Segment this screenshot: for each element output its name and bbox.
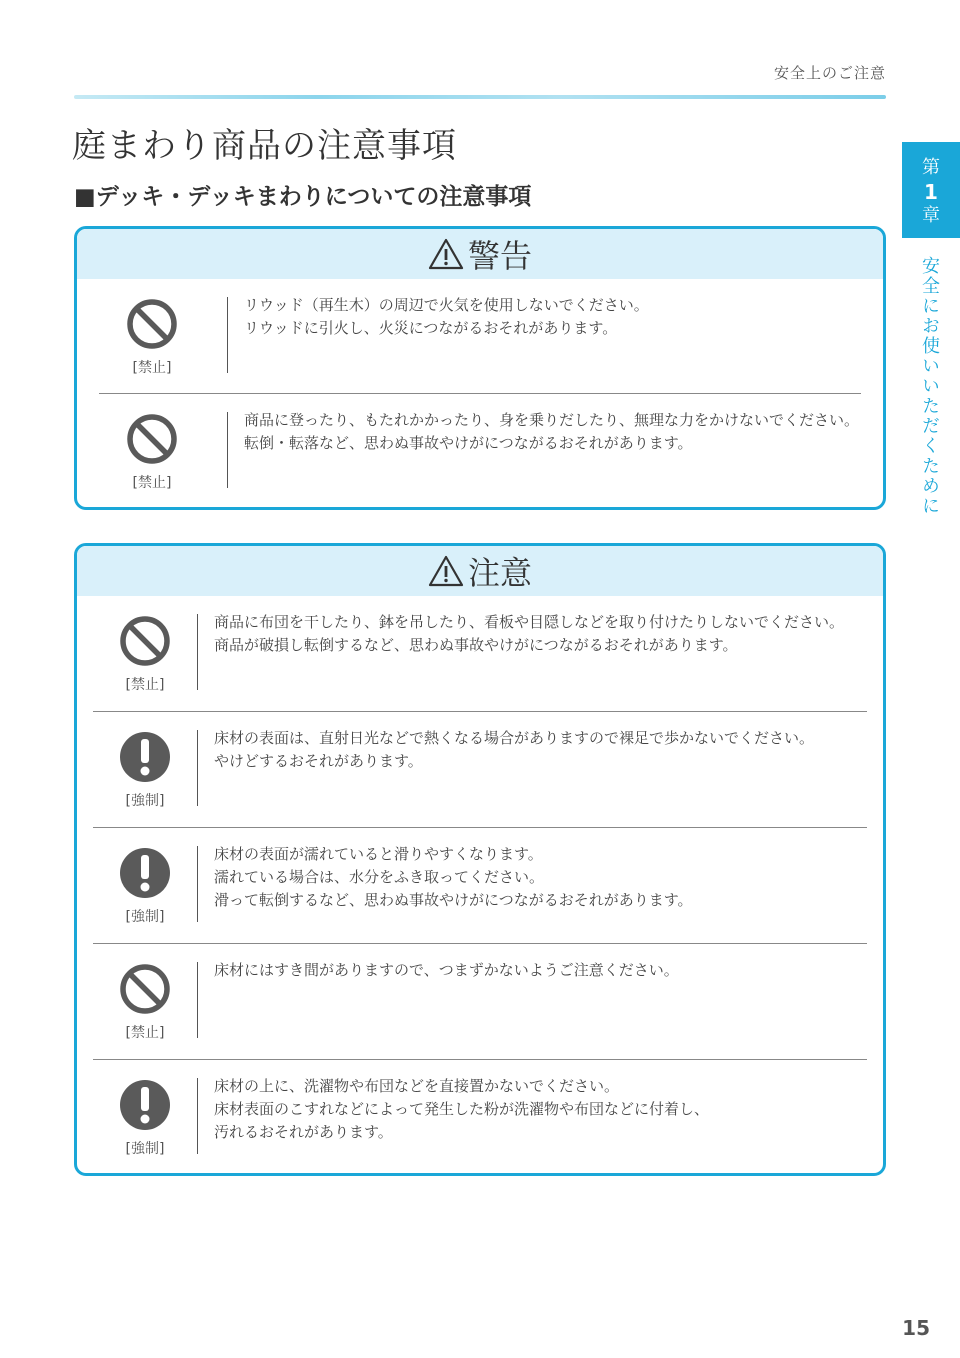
running-header: 安全上のご注意 (773, 64, 886, 82)
text-line: 転倒・転落など、思わぬ事故やけがにつながるおそれがあります。 (244, 434, 693, 452)
prohibition-icon (118, 614, 172, 668)
text-line: 床材の上に、洗濯物や布団などを直接置かないでください。 (214, 1077, 620, 1095)
page-number: 15 (902, 1316, 930, 1340)
text-line: 商品が破損し転倒するなど、思わぬ事故やけがにつながるおそれがあります。 (214, 636, 738, 654)
page-title: 庭まわり商品の注意事項 (72, 126, 457, 166)
divider (93, 943, 867, 944)
prohibition-icon (125, 297, 179, 351)
text-line: 濡れている場合は、水分をふき取ってください。 (214, 868, 545, 886)
text-line: 床材の表面が濡れていると滑りやすくなります。 (214, 845, 543, 863)
caution-box-header (77, 546, 883, 596)
warning-triangle-icon (428, 555, 464, 587)
text-line: リウッド（再生木）の周辺で火気を使用しないでください。 (244, 296, 649, 314)
warning-item-1 (77, 297, 883, 377)
divider (99, 393, 861, 394)
caution-item-2-text (198, 727, 814, 810)
caution-item-4-text (198, 959, 679, 1042)
symbol-label: [禁止] (125, 677, 165, 693)
chapter-tab-line3: 章 (922, 205, 940, 226)
divider (93, 711, 867, 712)
chapter-tab-number: 1 (924, 180, 938, 204)
mandatory-icon (118, 846, 172, 900)
caution-item-3 (77, 846, 883, 926)
warning-item-2 (77, 412, 883, 492)
warning-box (74, 226, 886, 510)
divider (93, 1059, 867, 1060)
warning-box-title: 警告 (467, 237, 532, 275)
mandatory-icon (118, 1078, 172, 1132)
symbol-label: [強制] (125, 909, 165, 925)
header-rule (74, 95, 886, 99)
caution-item-1-symbol (77, 614, 213, 694)
text-line: 床材表面のこすれなどによって発生した粉が洗濯物や布団などに付着し、 (214, 1100, 710, 1118)
text-line: リウッドに引火し、火災につながるおそれがあります。 (244, 319, 618, 337)
symbol-label: [強制] (125, 793, 165, 809)
caution-item-3-symbol (77, 846, 213, 926)
caution-item-4 (77, 962, 883, 1042)
chapter-side-label: 安全にお使いいただくために (919, 256, 940, 516)
symbol-label: [禁止] (132, 360, 172, 376)
text-line: 商品に登ったり、もたれかかったり、身を乗りだしたり、無理な力をかけないでください。 (244, 411, 860, 429)
prohibition-icon (125, 412, 179, 466)
warning-box-header (77, 229, 883, 279)
text-line: 床材の表面は、直射日光などで熱くなる場合がありますので裸足で歩かないでください。 (214, 729, 815, 747)
text-line: 商品に布団を干したり、鉢を吊したり、看板や目隠しなどを取り付けたりしないでください。 (214, 613, 845, 631)
symbol-label: [強制] (125, 1141, 165, 1157)
mandatory-icon (118, 730, 172, 784)
caution-item-5 (77, 1078, 883, 1158)
caution-item-3-text (198, 843, 693, 926)
caution-item-5-symbol (77, 1078, 213, 1158)
divider (93, 827, 867, 828)
section-title: ■デッキ・デッキまわりについての注意事項 (74, 184, 532, 210)
caution-item-5-text (198, 1075, 709, 1158)
warning-triangle-icon (428, 238, 464, 270)
warning-item-1-text (228, 294, 649, 377)
caution-item-4-symbol (77, 962, 213, 1042)
chapter-tab-line1: 第 (922, 157, 940, 178)
warning-item-1-symbol (77, 297, 227, 377)
prohibition-icon (118, 962, 172, 1016)
text-line: 床材にはすき間がありますので、つまずかないようご注意ください。 (214, 961, 679, 979)
warning-item-2-symbol (77, 412, 227, 492)
caution-item-1 (77, 614, 883, 694)
warning-item-2-text (228, 409, 859, 492)
caution-item-1-text (198, 611, 844, 694)
text-line: 汚れるおそれがあります。 (214, 1123, 393, 1141)
text-line: やけどするおそれがあります。 (214, 752, 423, 770)
caution-box-title: 注意 (467, 554, 532, 592)
caution-item-2-symbol (77, 730, 213, 810)
chapter-tab (902, 142, 960, 238)
text-line: 滑って転倒するなど、思わぬ事故やけがにつながるおそれがあります。 (214, 891, 693, 909)
caution-item-2 (77, 730, 883, 810)
symbol-label: [禁止] (132, 475, 172, 491)
caution-box (74, 543, 886, 1176)
symbol-label: [禁止] (125, 1025, 165, 1041)
